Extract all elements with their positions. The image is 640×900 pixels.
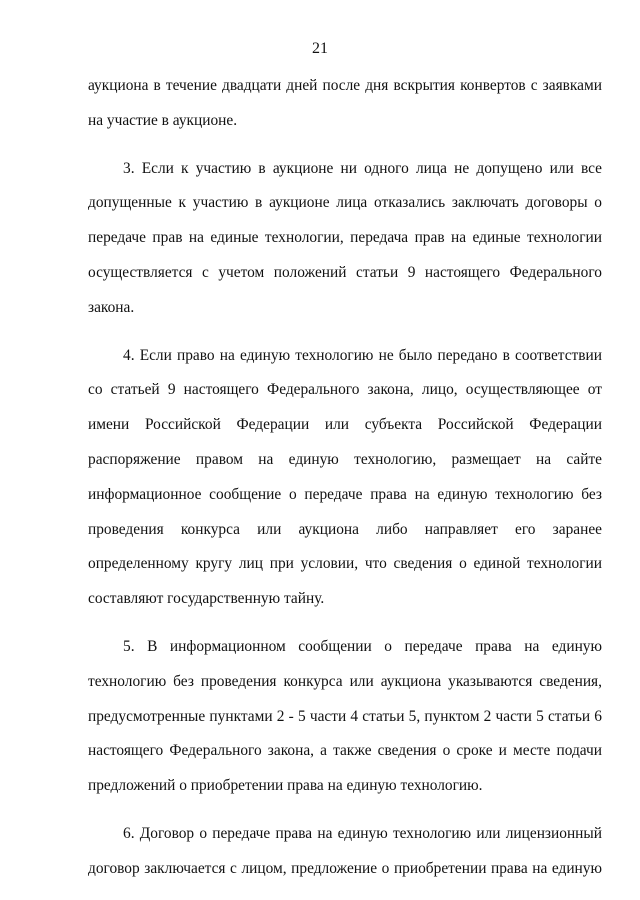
- text-line: аукциона в течение двадцати дней после дня вскрытия конвертов с заявками: [88, 77, 602, 94]
- text-line: 6. Договор о передаче права на единую технологию или лицензионный: [123, 824, 602, 842]
- text-line: передаче прав на единые технологии, передача прав на единые технологии: [88, 229, 602, 247]
- text-line: составляют государственную тайну.: [88, 590, 325, 608]
- page-number: 21: [312, 40, 328, 57]
- paragraph-gap: [88, 139, 602, 152]
- text-line: определенному кругу лиц при условии, что сведения о единой технологии: [88, 555, 602, 573]
- paragraph-gap: [88, 804, 602, 817]
- text-line: информационное сообщение о передаче права на единую технологию без: [88, 485, 602, 503]
- text-line: предложений о приобретении права на единую технологию.: [88, 777, 483, 795]
- text-line: распоряжение правом на единую технологию, размещает на сайте: [88, 450, 602, 468]
- text-line: 3. Если к участию в аукционе ни одного лица не допущено или все: [123, 159, 602, 177]
- text-line: договор заключается с лицом, предложение о приобретении права на единую: [88, 859, 602, 877]
- text-line: со статьей 9 настоящего Федерального закона, лицо, осуществляющее от: [88, 381, 602, 399]
- paragraph-gap: [88, 326, 602, 339]
- text-line: допущенные к участию в аукционе лица отказались заключать договоры о: [88, 194, 602, 212]
- text-line: технологию без проведения конкурса или аукциона указываются сведения,: [88, 672, 602, 690]
- text-line: имени Российской Федерации или субъекта Российской Федерации: [88, 416, 602, 434]
- text-line: закона.: [88, 298, 135, 316]
- text-line: 5. В информационном сообщении о передаче права на единую: [123, 637, 602, 655]
- text-line: проведения конкурса или аукциона либо направляет его заранее: [88, 520, 602, 538]
- document-body: [88, 69, 602, 887]
- text-line: 4. Если право на единую технологию не было передано в соответствии: [123, 346, 602, 364]
- text-line: настоящего Федерального закона, а также сведения о сроке и месте подачи: [88, 742, 602, 760]
- text-line: осуществляется с учетом положений статьи 9 настоящего Федерального: [88, 263, 602, 281]
- paragraph-gap: [88, 617, 602, 630]
- text-line: на участие в аукционе.: [88, 111, 238, 129]
- text-line: предусмотренные пунктами 2 - 5 части 4 статьи 5, пунктом 2 части 5 статьи 6: [88, 707, 602, 725]
